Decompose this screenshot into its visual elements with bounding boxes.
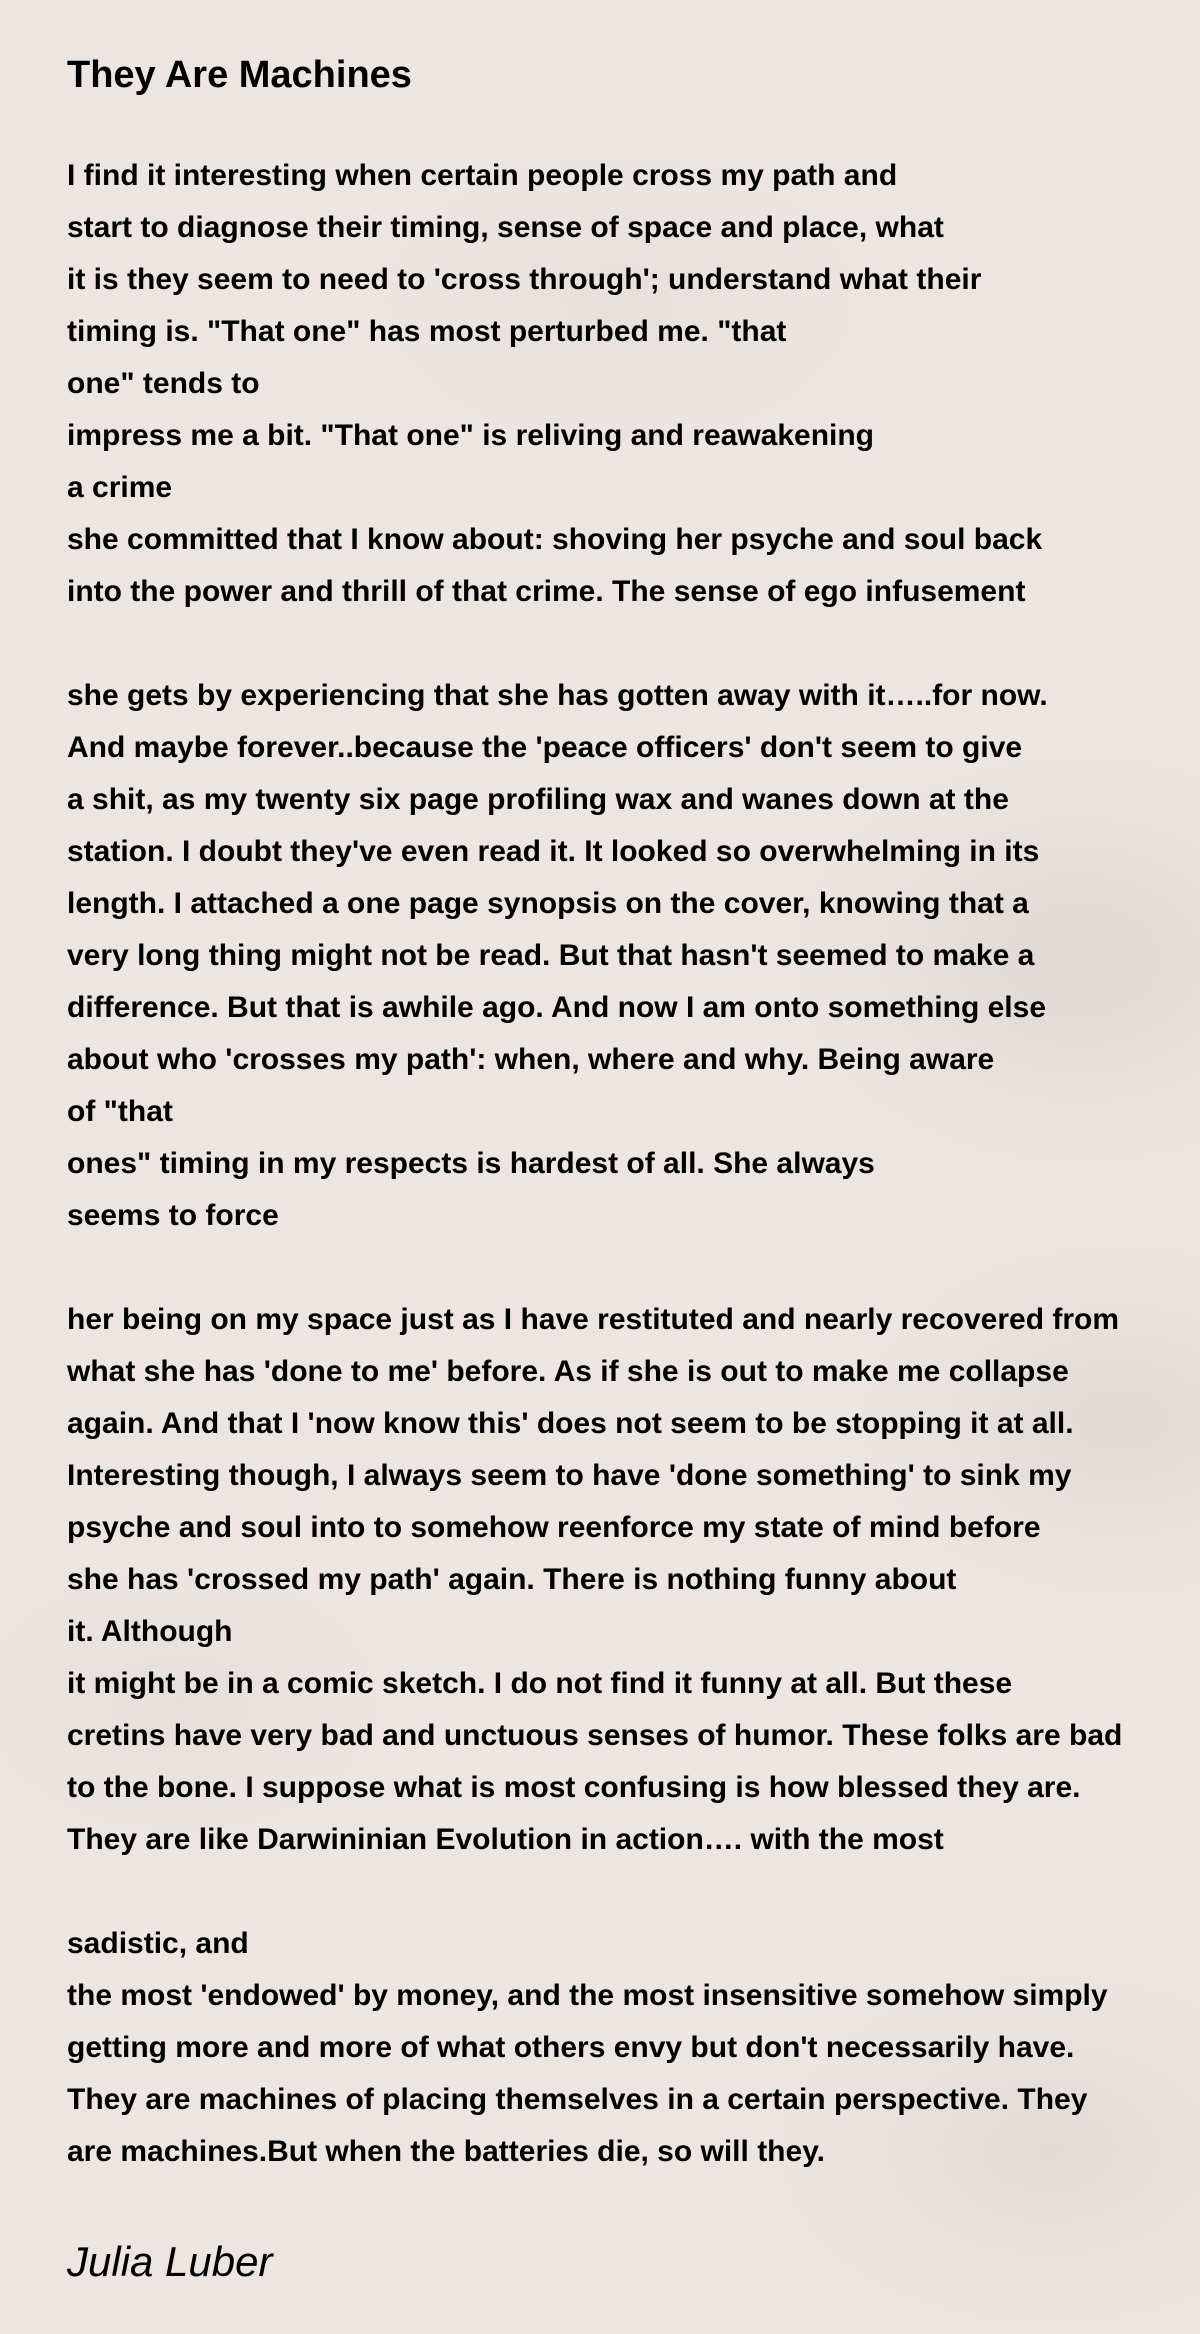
poem-line: sadistic, and [67, 1927, 249, 1960]
poem-line: what she has 'done to me' before. As if she is out to make me collapse [67, 1355, 1069, 1388]
poem-line: she committed that I know about: shoving her psyche and soul back [67, 523, 1043, 556]
poem-line: one" tends to [67, 367, 260, 400]
poem-line: she has 'crossed my path' again. There is nothing funny about [67, 1563, 957, 1596]
poem-line: a shit, as my twenty six page profiling wax and wanes down at the [67, 783, 1009, 816]
poem-title: They Are Machines [67, 54, 412, 96]
poem-line: it. Although [67, 1615, 233, 1648]
poem-line: of "that [67, 1095, 173, 1128]
poem-line: I find it interesting when certain people cross my path and [67, 159, 898, 192]
poem-line [67, 1866, 1200, 1918]
poem-line: to the bone. I suppose what is most confusing is how blessed they are. [67, 1771, 1081, 1804]
poem-line: it might be in a comic sketch. I do not find it funny at all. But these [67, 1667, 1013, 1700]
poem-line: a crime [67, 471, 173, 504]
poem-line: very long thing might not be read. But that hasn't seemed to make a [67, 939, 1035, 972]
poem-line: ones" timing in my respects is hardest of all. She always [67, 1147, 875, 1180]
poem-line: Interesting though, I always seem to have 'done something' to sink my [67, 1459, 1072, 1492]
poem-body [67, 150, 1200, 2178]
author-name: Julia Luber [67, 2238, 273, 2285]
poem-line: They are like Darwininian Evolution in action…. with the most [67, 1823, 944, 1856]
poem-line: length. I attached a one page synopsis on the cover, knowing that a [67, 887, 1029, 920]
poem-line [67, 1242, 1200, 1294]
poem-line: she gets by experiencing that she has gotten away with it…..for now. [67, 679, 1048, 712]
poem-line: are machines.But when the batteries die, so will they. [67, 2135, 825, 2168]
poem-line: cretins have very bad and unctuous senses of humor. These folks are bad [67, 1719, 1123, 1752]
poem-line: again. And that I 'now know this' does not seem to be stopping it at all. [67, 1407, 1074, 1440]
poem-line: into the power and thrill of that crime. The sense of ego infusement [67, 575, 1026, 608]
poem-line: about who 'crosses my path': when, where and why. Being aware [67, 1043, 995, 1076]
poem-line: start to diagnose their timing, sense of space and place, what [67, 211, 944, 244]
poem-line: the most 'endowed' by money, and the most insensitive somehow simply [67, 1979, 1108, 2012]
poem-line: psyche and soul into to somehow reenforce my state of mind before [67, 1511, 1041, 1544]
poem-line: it is they seem to need to 'cross through'; understand what their [67, 263, 982, 296]
poem-line: her being on my space just as I have restituted and nearly recovered from [67, 1303, 1120, 1336]
poem-line: seems to force [67, 1199, 279, 1232]
poem-line: getting more and more of what others envy but don't necessarily have. [67, 2031, 1075, 2064]
poem-line: And maybe forever..because the 'peace officers' don't seem to give [67, 731, 1023, 764]
poem-line: They are machines of placing themselves in a certain perspective. They [67, 2083, 1088, 2116]
poem-line: timing is. "That one" has most perturbed me. "that [67, 315, 787, 348]
poem-line: impress me a bit. "That one" is reliving and reawakening [67, 419, 875, 452]
poem-line: station. I doubt they've even read it. It looked so overwhelming in its [67, 835, 1040, 868]
poem-line [67, 618, 1200, 670]
poem-line: difference. But that is awhile ago. And now I am onto something else [67, 991, 1046, 1024]
